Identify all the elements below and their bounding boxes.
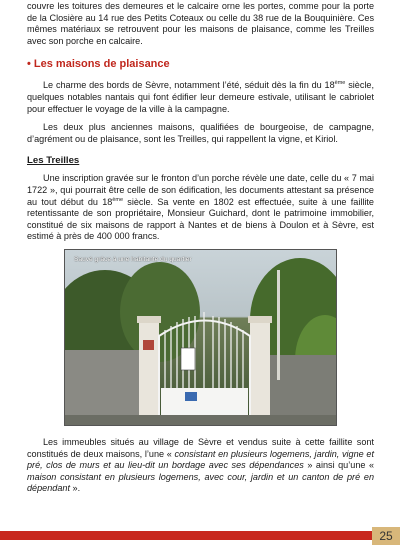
porch-illustration (65, 250, 336, 425)
photo-caption: Sauvé grâce à une habitante du quartier (74, 255, 192, 263)
section-title: • Les maisons de plaisance (27, 58, 170, 71)
page-number-box (372, 527, 400, 545)
photo-les-treilles-porch (64, 249, 337, 426)
intro-paragraph: couvre les toitures des demeures et le calcaire orne les portes, comme pour la porte de la Closière au 14 rue des Petits Coteaux ou celle du 38 rue de la Bouquinière. Ces mêmes matériaux se retrouvent pour les maisons de plaisance, comme les Treilles avec son porche en calcaire. (27, 1, 374, 46)
page-content (27, 1, 374, 495)
immeubles-paragraph: Les immeubles situés au village de Sèvre et vendus suite à cette faillite sont constitués de deux maisons, l’une « consistant en plusieurs logemens, jardin, vigne et pré, clos de murs et au lieu-dit un bordage avec ses dépendances » ainsi qu’une « maison consistant en plusieurs logemens, avec cour, jardin et un canton de pré en dépendant ». (27, 436, 375, 494)
inscription-paragraph: Une inscription gravée sur le fronton d’un porche révèle une date, celle du « 7 mai 1722 », qui pourrait être celle de son édification, les documents attestant sa présence au tout début du 18ème siècle. Sa vente en 1802 est effectuée, suite à une faillite retentissante de son propriétaire, Monsieur Guichard, dont le patrimoine immobilier, constitué de six maisons de rapport à Nantes et de biens à Doulon et à Sèvre, est estimé à près de 400 000 francs. (27, 173, 374, 242)
charme-paragraph: Le charme des bords de Sèvre, notamment l’été, séduit dès la fin du 18ème siècle, quelques notables nantais qui font édifier leur demeure estivale, utilisant le cabriolet pour effectuer le voyage de la ville à la campagne. (27, 80, 374, 114)
page-number: 25 (379, 529, 393, 543)
footer-red-bar (0, 531, 372, 540)
anciennes-paragraph: Les deux plus anciennes maisons, qualifiées de bourgeoise, de campagne, d’agrément ou de plaisance, sont les Treilles, qui rappellent la vigne, et Kiriol. (27, 122, 374, 144)
subtitle-les-treilles: Les Treilles (27, 155, 80, 167)
